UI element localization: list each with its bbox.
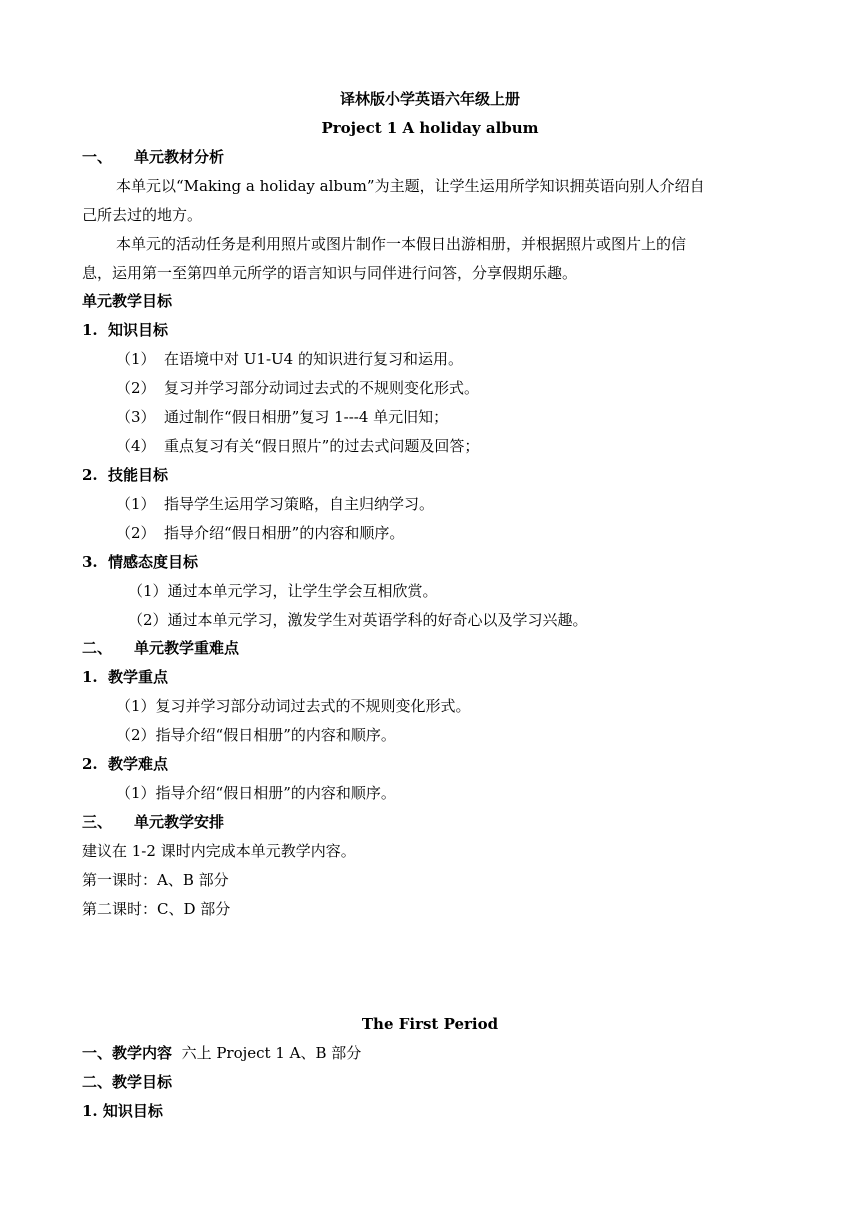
- list-item: （2）指导介绍“假日相册”的内容和顺序。: [116, 726, 396, 744]
- list-item: （1）复习并学习部分动词过去式的不规则变化形式。: [116, 697, 471, 715]
- subheading-number: 3.: [82, 553, 98, 571]
- list-item: （1）通过本单元学习，让学生学会互相欣赏。: [128, 582, 438, 600]
- paragraph-line: 息，运用第一至第四单元所学的语言知识与同伴进行问答，分享假期乐趣。: [82, 264, 578, 282]
- subheading-knowledge: [82, 320, 168, 340]
- subheading-focus: [82, 667, 168, 687]
- subheading-number: 1.: [82, 668, 98, 686]
- section-heading-3: [82, 812, 224, 832]
- paragraph-line: 本单元的活动任务是利用照片或图片制作一本假日出游相册，并根据照片或图片上的信: [116, 235, 687, 253]
- list-item: （1）指导介绍“假日相册”的内容和顺序。: [116, 784, 396, 802]
- period-title: The First Period: [361, 1015, 499, 1033]
- subheading-title: 知识目标: [108, 321, 169, 339]
- period-content-line: [82, 1043, 361, 1063]
- period-goals-heading: 二、教学目标: [82, 1073, 173, 1091]
- list-item-number: （2）: [116, 524, 156, 542]
- subheading-number: 2.: [82, 755, 98, 773]
- period-content-label: 一、教学内容: [82, 1044, 173, 1062]
- list-item: （2）通过本单元学习，激发学生对英语学科的好奇心以及学习兴趣。: [128, 611, 588, 629]
- list-item: [116, 378, 479, 398]
- list-item-text: 通过制作“假日相册”复习 1---4 单元旧知；: [164, 408, 449, 426]
- list-item: [116, 349, 463, 369]
- list-item-text: 复习并学习部分动词过去式的不规则变化形式。: [164, 379, 480, 397]
- section-number: 三、: [82, 813, 113, 831]
- list-item-text: 在语境中对 U1-U4 的知识进行复习和运用。: [164, 350, 463, 368]
- section-heading-2: [82, 638, 239, 658]
- subheading-title: 情感态度目标: [108, 553, 199, 571]
- subheading-number: 1.: [82, 321, 98, 339]
- document-subtitle: Project 1 A holiday album: [321, 119, 539, 137]
- list-item-number: （2）: [116, 379, 156, 397]
- list-item-text: 重点复习有关“假日照片”的过去式问题及回答；: [164, 437, 480, 455]
- section-heading-1: [82, 147, 224, 167]
- period-knowledge-heading: 1. 知识目标: [82, 1102, 163, 1120]
- list-item-number: （1）: [116, 495, 156, 513]
- section-number: 一、: [82, 148, 113, 166]
- list-item-number: （4）: [116, 437, 156, 455]
- list-item: [116, 494, 434, 514]
- subheading-title: 技能目标: [108, 466, 169, 484]
- list-item-text: 指导学生运用学习策略，自主归纳学习。: [164, 495, 435, 513]
- paragraph-line: 本单元以“Making a holiday album”为主题，让学生运用所学知识拥英语向别人介绍自: [116, 177, 705, 195]
- section-title: 单元教学重难点: [134, 639, 240, 657]
- paragraph-line: 第二课时：C、D 部分: [82, 900, 231, 918]
- subheading-attitude: [82, 552, 198, 572]
- section-title: 单元教学安排: [134, 813, 225, 831]
- list-item-number: （3）: [116, 408, 156, 426]
- paragraph-line: 建议在 1-2 课时内完成本单元教学内容。: [82, 842, 356, 860]
- paragraph-line: 第一课时：A、B 部分: [82, 871, 229, 889]
- list-item: [116, 407, 448, 427]
- subheading-number: 2.: [82, 466, 98, 484]
- section-title: 单元教材分析: [134, 148, 225, 166]
- document-title: 译林版小学英语六年级上册: [339, 90, 520, 108]
- list-item-text: 指导介绍“假日相册”的内容和顺序。: [164, 524, 405, 542]
- paragraph-line: 己所去过的地方。: [82, 206, 203, 224]
- section-number: 二、: [82, 639, 113, 657]
- list-item: [116, 523, 404, 543]
- list-item: [116, 436, 479, 456]
- list-item-number: （1）: [116, 350, 156, 368]
- goals-heading: 单元教学目标: [82, 292, 173, 310]
- subheading-difficulty: [82, 754, 168, 774]
- subheading-title: 教学重点: [108, 668, 169, 686]
- subheading-title: 教学难点: [108, 755, 169, 773]
- period-content-text: 六上 Project 1 A、B 部分: [181, 1044, 362, 1062]
- subheading-skills: [82, 465, 168, 485]
